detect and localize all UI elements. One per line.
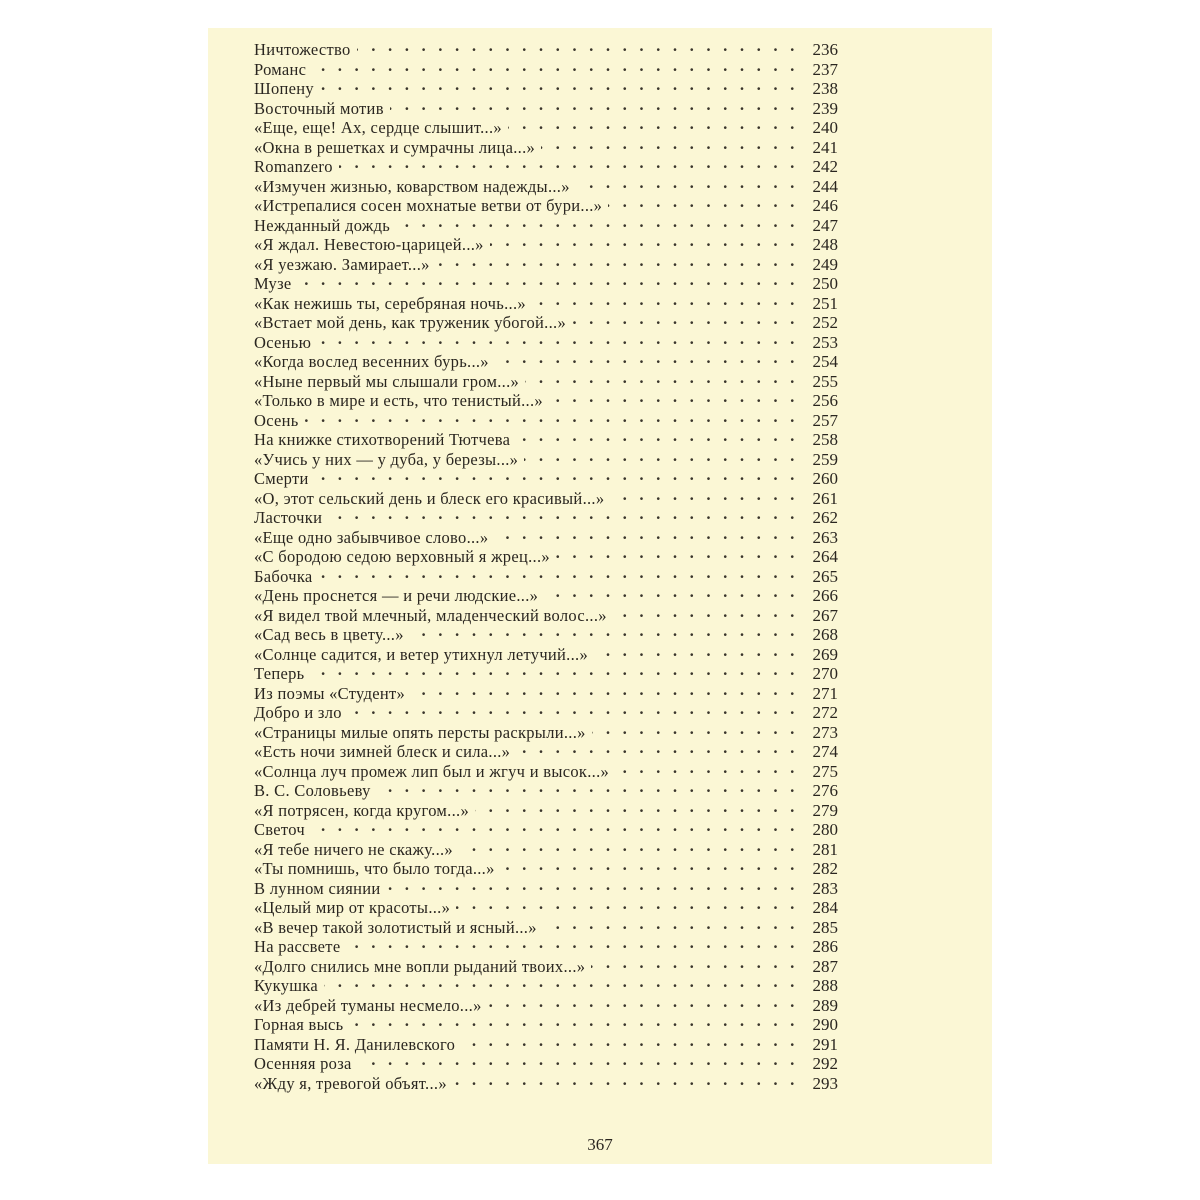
entry-title: «Истрепалися сосен мохнатые ветви от бури...»: [254, 196, 603, 215]
entry-page-number: 239: [812, 98, 838, 118]
dot-leader: [475, 801, 804, 821]
dot-leader: [459, 840, 804, 860]
entry-title: «Страницы милые опять персты раскрыли...»: [254, 722, 586, 742]
entry-title: Ничтожество: [254, 40, 351, 59]
entry-title: Romanzero: [254, 157, 333, 176]
entry-title: «Я потрясен, когда кругом...»: [254, 800, 469, 820]
dot-leader: [594, 645, 804, 665]
toc-entry: [254, 372, 838, 392]
entry-page-number: 253: [812, 332, 838, 352]
dot-leader: [516, 430, 804, 450]
entry-title: «Еще одно забывчивое слово...»: [254, 527, 489, 547]
entry-page-number: 265: [812, 566, 838, 586]
dot-leader: [610, 489, 804, 509]
entry-title: «Ныне первый мы слышали гром...»: [254, 371, 520, 391]
entry-page-number: 255: [812, 371, 838, 391]
dot-leader: [311, 664, 804, 684]
dot-leader: [456, 898, 804, 918]
toc-entry: [254, 781, 838, 801]
entry-title: Нежданный дождь: [254, 215, 391, 235]
table-of-contents: [254, 40, 838, 1093]
entry-title: Осень: [254, 410, 299, 430]
dot-leader: [358, 1054, 804, 1074]
dot-leader: [346, 937, 804, 957]
entry-page-number: 293: [812, 1073, 838, 1093]
dot-leader: [348, 703, 804, 723]
toc-entry: [254, 352, 838, 372]
dot-leader: [390, 99, 804, 119]
toc-entry: [254, 333, 838, 353]
toc-entry: [254, 996, 838, 1016]
entry-page-number: 262: [812, 508, 838, 527]
entry-page-number: 248: [812, 235, 838, 254]
entry-page-number: 292: [812, 1054, 838, 1073]
entry-title: Светоч: [254, 820, 305, 839]
toc-entry: [254, 313, 838, 333]
toc-entry: [254, 547, 838, 567]
entry-page-number: 244: [812, 176, 838, 196]
toc-entry: [254, 840, 838, 860]
toc-entry: [254, 40, 838, 60]
toc-entry: [254, 79, 838, 99]
entry-title: «С бородою седою верховный я жрец...»: [254, 547, 550, 566]
dot-leader: [608, 196, 804, 216]
entry-page-number: 264: [812, 547, 838, 566]
entry-title: «Я ждал. Невестою-царицей...»: [254, 235, 484, 254]
entry-page-number: 252: [812, 313, 838, 332]
entry-title: «Я тебе ничего не скажу...»: [254, 839, 453, 859]
entry-page-number: 260: [812, 469, 838, 488]
toc-entry: [254, 118, 838, 138]
toc-entry: [254, 528, 838, 548]
entry-title: «День проснется — и речи людские...»: [254, 586, 539, 605]
entry-title: «Сад весь в цвету...»: [254, 625, 404, 644]
entry-title: Кукушка: [254, 976, 318, 995]
entry-title: «Когда вослед весенних бурь...»: [254, 352, 489, 371]
entry-title: «Окна в решетках и сумрачны лица...»: [254, 137, 536, 157]
dot-leader: [387, 879, 804, 899]
entry-page-number: 263: [812, 527, 838, 547]
entry-title: «Солнца луч промеж лип был и жгуч и высок...»: [254, 761, 610, 781]
entry-title: «Только в мире и есть, что тенистый...»: [254, 391, 543, 410]
toc-entry: [254, 235, 838, 255]
entry-page-number: 254: [812, 352, 838, 371]
entry-title: Музе: [254, 274, 292, 293]
toc-entry: [254, 138, 838, 158]
entry-title: Добро и зло: [254, 703, 342, 722]
entry-title: Теперь: [254, 664, 305, 683]
dot-leader: [495, 352, 804, 372]
entry-page-number: 259: [812, 449, 838, 469]
dot-leader: [461, 1035, 804, 1055]
dot-leader: [508, 118, 804, 138]
entry-title: Осенняя роза: [254, 1054, 352, 1073]
entry-title: «Как нежишь ты, серебряная ночь...»: [254, 293, 526, 313]
entry-page-number: 281: [812, 839, 838, 859]
entry-title: «Есть ночи зимней блеск и сила...»: [254, 742, 511, 761]
entry-page-number: 271: [812, 683, 838, 703]
toc-entry: [254, 60, 838, 80]
dot-leader: [532, 294, 804, 314]
entry-title: На рассвете: [254, 937, 341, 956]
entry-title: «Солнце садится, и ветер утихнул летучий...»: [254, 644, 588, 664]
dot-leader: [556, 547, 804, 567]
dot-leader: [524, 450, 804, 470]
dot-leader: [328, 508, 804, 528]
page-number: 367: [587, 1135, 613, 1154]
dot-leader: [615, 762, 804, 782]
dot-leader: [541, 138, 804, 158]
dot-leader: [298, 274, 804, 294]
toc-entry: [254, 801, 838, 821]
entry-page-number: 249: [812, 254, 838, 274]
toc-entry: [254, 196, 838, 216]
toc-entry: [254, 411, 838, 431]
entry-page-number: 275: [812, 761, 838, 781]
toc-entry: [254, 157, 838, 177]
entry-page-number: 290: [812, 1015, 838, 1034]
entry-title: На книжке стихотворений Тютчева: [254, 430, 511, 449]
entry-page-number: 261: [812, 488, 838, 508]
dot-leader: [317, 333, 804, 353]
dot-leader: [572, 313, 804, 333]
dot-leader: [501, 859, 804, 879]
dot-leader: [525, 372, 804, 392]
dot-leader: [544, 586, 804, 606]
dot-leader: [592, 723, 804, 743]
entry-page-number: 238: [812, 79, 838, 98]
entry-page-number: 242: [812, 157, 838, 176]
toc-entry: [254, 664, 838, 684]
toc-entry: [254, 489, 838, 509]
entry-page-number: 283: [812, 878, 838, 898]
dot-leader: [320, 79, 804, 99]
entry-title: «Еще, еще! Ах, сердце слышит...»: [254, 118, 502, 137]
entry-page-number: 284: [812, 898, 838, 917]
entry-page-number: 288: [812, 976, 838, 995]
entry-title: «Измучен жизнью, коварством надежды...»: [254, 176, 570, 196]
dot-leader: [411, 684, 804, 704]
entry-title: «О, этот сельский день и блеск его красивый...»: [254, 488, 605, 508]
toc-entry: [254, 216, 838, 236]
dot-leader: [453, 1074, 804, 1094]
entry-page-number: 258: [812, 430, 838, 449]
entry-title: Восточный мотив: [254, 98, 384, 118]
toc-entry: [254, 177, 838, 197]
entry-page-number: 272: [812, 703, 838, 722]
toc-entry: [254, 508, 838, 528]
dot-leader: [324, 976, 804, 996]
toc-entry: [254, 1015, 838, 1035]
entry-title: Горная высь: [254, 1015, 344, 1034]
entry-title: «Из дебрей туманы несмело...»: [254, 995, 482, 1015]
entry-page-number: 267: [812, 605, 838, 625]
entry-title: Осенью: [254, 332, 312, 352]
dot-leader: [543, 918, 804, 938]
toc-entry: [254, 820, 838, 840]
entry-page-number: 266: [812, 586, 838, 605]
toc-entry: [254, 1035, 838, 1055]
toc-entry: [254, 586, 838, 606]
entry-title: «Целый мир от красоты...»: [254, 898, 451, 917]
toc-entry: [254, 859, 838, 879]
entry-page-number: 236: [812, 40, 838, 59]
entry-title: «Встает мой день, как труженик убогой...»: [254, 313, 566, 332]
toc-entry: [254, 879, 838, 899]
dot-leader: [591, 957, 804, 977]
dot-leader: [490, 235, 804, 255]
toc-entry: [254, 294, 838, 314]
toc-entry: [254, 957, 838, 977]
toc-entry: [254, 762, 838, 782]
entry-page-number: 256: [812, 391, 838, 410]
toc-entry: [254, 606, 838, 626]
toc-entry: [254, 703, 838, 723]
toc-entry: [254, 450, 838, 470]
entry-title: «Жду я, тревогой объят...»: [254, 1073, 447, 1093]
toc-entry: [254, 391, 838, 411]
entry-page-number: 240: [812, 118, 838, 137]
entry-title: «Учись у них — у дуба, у березы...»: [254, 449, 519, 469]
dot-leader: [349, 1015, 804, 1035]
entry-page-number: 257: [812, 410, 838, 430]
dot-leader: [315, 469, 804, 489]
dot-leader: [311, 820, 804, 840]
entry-title: Памяти Н. Я. Данилевского: [254, 1034, 456, 1054]
entry-page-number: 246: [812, 196, 838, 215]
entry-title: Ласточки: [254, 508, 323, 527]
entry-page-number: 268: [812, 625, 838, 644]
dot-leader: [576, 177, 804, 197]
entry-title: «Я видел твой млечный, младенческий волос...»: [254, 605, 607, 625]
dot-leader: [339, 157, 804, 177]
dot-leader: [436, 255, 804, 275]
entry-page-number: 291: [812, 1034, 838, 1054]
entry-title: В лунном сиянии: [254, 878, 381, 898]
entry-page-number: 250: [812, 274, 838, 293]
dot-leader: [488, 996, 804, 1016]
toc-entry: [254, 274, 838, 294]
entry-page-number: 279: [812, 800, 838, 820]
entry-page-number: 280: [812, 820, 838, 839]
entry-page-number: 286: [812, 937, 838, 956]
toc-entry: [254, 684, 838, 704]
entry-page-number: 247: [812, 215, 838, 235]
toc-entry: [254, 99, 838, 119]
dot-leader: [396, 216, 804, 236]
dot-leader: [377, 781, 804, 801]
toc-entry: [254, 430, 838, 450]
toc-entry: [254, 625, 838, 645]
entry-page-number: 285: [812, 917, 838, 937]
dot-leader: [305, 411, 804, 431]
entry-title: «Ты помнишь, что было тогда...»: [254, 859, 495, 878]
toc-entry: [254, 255, 838, 275]
entry-page-number: 282: [812, 859, 838, 878]
entry-title: Смерти: [254, 469, 309, 488]
dot-leader: [613, 606, 804, 626]
dot-leader: [549, 391, 804, 411]
toc-entry: [254, 645, 838, 665]
dot-leader: [494, 528, 804, 548]
dot-leader: [312, 60, 804, 80]
book-page: [208, 28, 992, 1164]
entry-page-number: 270: [812, 664, 838, 683]
toc-entry: [254, 898, 838, 918]
entry-page-number: 276: [812, 781, 838, 800]
toc-entry: [254, 918, 838, 938]
toc-entry: [254, 1054, 838, 1074]
entry-page-number: 274: [812, 742, 838, 761]
entry-page-number: 269: [812, 644, 838, 664]
entry-page-number: 273: [812, 722, 838, 742]
entry-title: «Долго снились мне вопли рыданий твоих...»: [254, 956, 586, 976]
toc-entry: [254, 567, 838, 587]
entry-page-number: 289: [812, 995, 838, 1015]
entry-title: Романс: [254, 59, 307, 79]
toc-entry: [254, 976, 838, 996]
entry-title: «Я уезжаю. Замирает...»: [254, 254, 430, 274]
toc-entry: [254, 469, 838, 489]
entry-page-number: 237: [812, 59, 838, 79]
toc-entry: [254, 937, 838, 957]
toc-entry: [254, 742, 838, 762]
entry-title: Шопену: [254, 79, 314, 98]
entry-title: Бабочка: [254, 566, 313, 586]
dot-leader: [357, 40, 804, 60]
entry-page-number: 287: [812, 956, 838, 976]
entry-page-number: 251: [812, 293, 838, 313]
dot-leader: [319, 567, 804, 587]
entry-title: В. С. Соловьеву: [254, 781, 371, 800]
entry-title: Из поэмы «Студент»: [254, 683, 406, 703]
dot-leader: [516, 742, 804, 762]
dot-leader: [410, 625, 804, 645]
toc-entry: [254, 1074, 838, 1094]
entry-title: «В вечер такой золотистый и ясный...»: [254, 917, 537, 937]
toc-entry: [254, 723, 838, 743]
entry-page-number: 241: [812, 137, 838, 157]
